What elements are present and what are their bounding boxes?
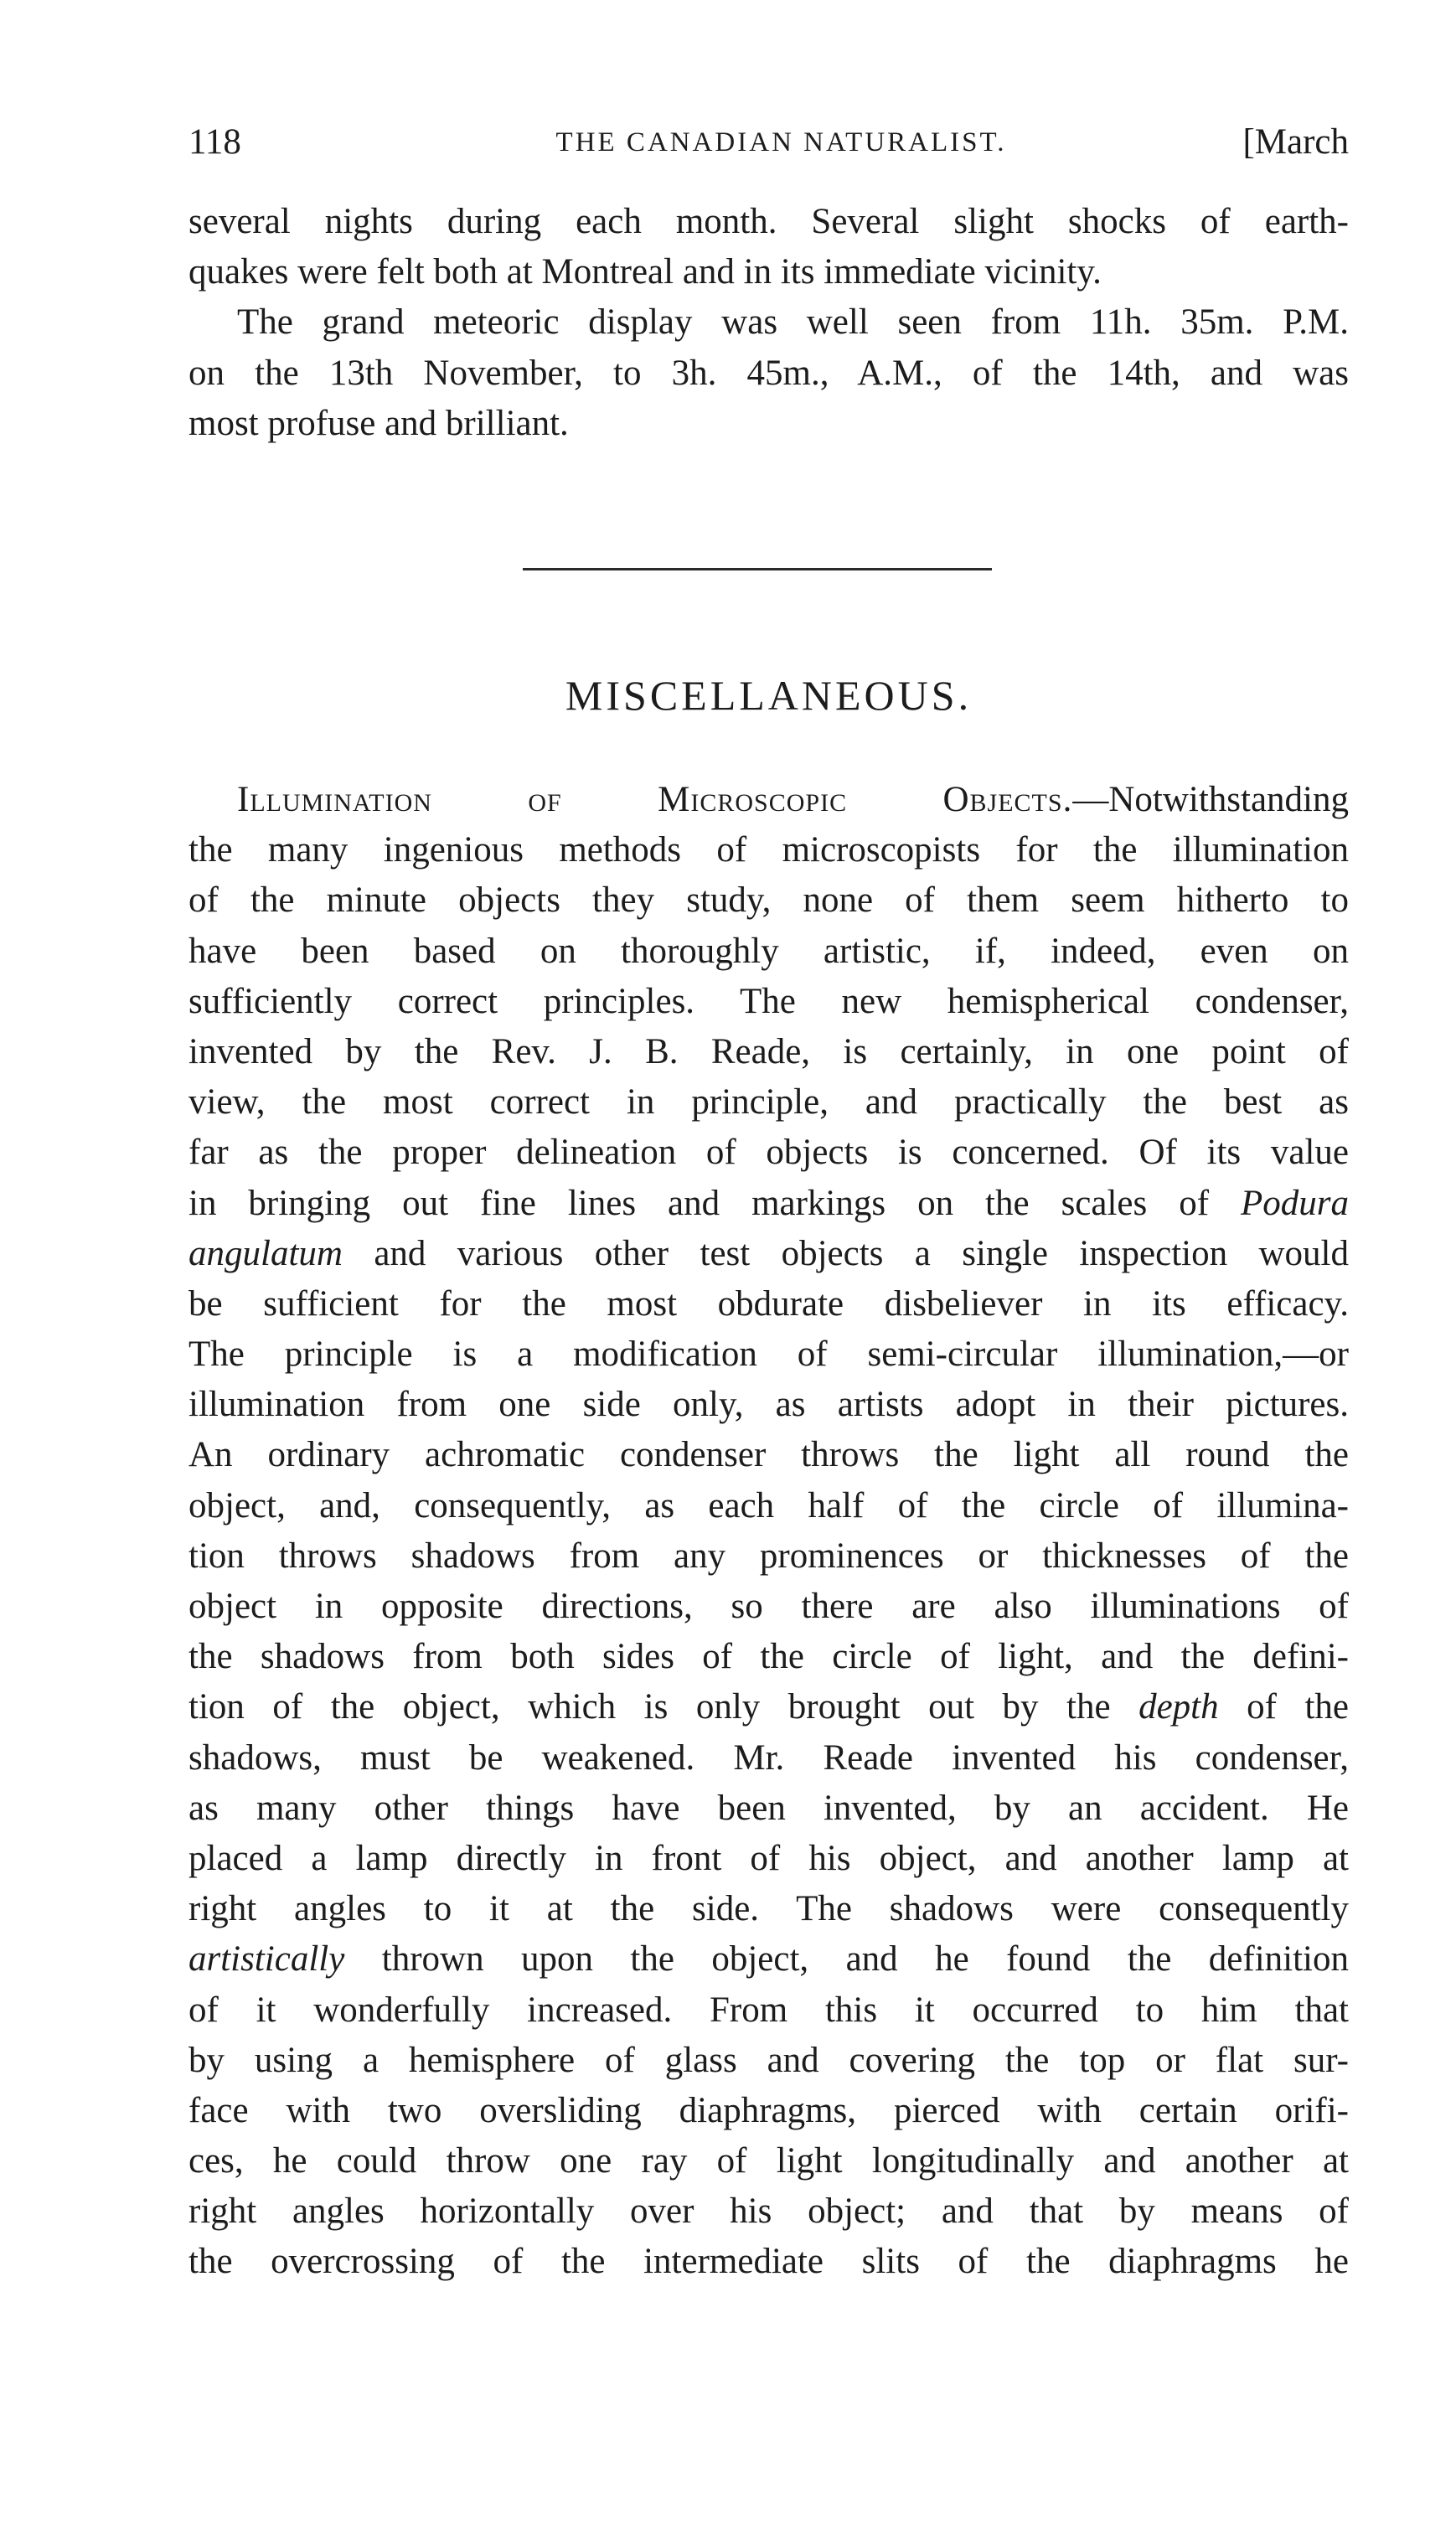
text-line: tion throws shadows from any prominences or thicknesses of the (188, 1536, 1349, 1576)
text-line: The grand meteoric display was well seen from 11h. 35m. P.M. (237, 302, 1349, 343)
text-line (188, 1179, 1349, 1229)
running-head (188, 117, 1349, 168)
text-line: view, the most correct in principle, and practically the best as (188, 1082, 1349, 1123)
text-line: the shadows from both sides of the circle of light, and the defini- (188, 1637, 1349, 1677)
italic-term: Podura (1241, 1183, 1349, 1223)
text-line: invented by the Rev. J. B. Reade, is certainly, in one point of (188, 1031, 1349, 1071)
text-line: sufficiently correct principles. The new hemispherical condenser, (188, 981, 1349, 1021)
italic-term: artistically (188, 1939, 345, 1980)
intro-paragraph (188, 197, 1349, 449)
text-line: An ordinary achromatic condenser throws the light all round the (188, 1435, 1349, 1475)
text-fragment: of the (1218, 1687, 1349, 1727)
run-in-title: Illumination of Microscopic Objects. (237, 780, 1073, 819)
italic-term: depth (1138, 1687, 1219, 1727)
text-fragment: and various other test objects a single inspection would (342, 1233, 1349, 1273)
text-line: object, and, consequently, as each half of the circle of illumina- (188, 1485, 1349, 1525)
text-line: shadows, must be weakened. Mr. Reade invented his condenser, (188, 1737, 1349, 1778)
text-line (188, 1682, 1349, 1732)
text-line: on the 13th November, to 3h. 45m., A.M., of the 14th, and was (188, 353, 1349, 393)
text-line: ces, he could throw one ray of light longitudinally and another at (188, 2141, 1349, 2181)
text-line (188, 1229, 1349, 1279)
text-line (188, 775, 1349, 825)
section-divider-rule (523, 568, 992, 570)
text-fragment: tion of the object, which is only brought out by the (188, 1687, 1139, 1727)
text-line (188, 1934, 1349, 1985)
text-line: placed a lamp directly in front of his object, and another lamp at (188, 1838, 1349, 1878)
text-line: several nights during each month. Several slight shocks of earth- (188, 202, 1349, 241)
text-line: illumination from one side only, as artists adopt in their pictures. (188, 1385, 1349, 1425)
page-number: 118 (188, 122, 241, 162)
italic-term: angulatum (188, 1233, 343, 1273)
text-line: the overcrossing of the intermediate slits of the diaphragms he (188, 2242, 1349, 2282)
text-line: face with two oversliding diaphragms, pierced with certain orifi- (188, 2090, 1349, 2130)
text-fragment: thrown upon the object, and he found the definition (344, 1939, 1349, 1980)
text-line: by using a hemisphere of glass and covering the top or flat sur- (188, 2040, 1349, 2080)
text-line: far as the proper delineation of objects is concerned. Of its value (188, 1133, 1349, 1173)
text-line: of the minute objects they study, none of them seem hitherto to (188, 880, 1349, 921)
text-line: right angles horizontally over his object; and that by means of (188, 2191, 1349, 2232)
section-heading: MISCELLANEOUS. (565, 672, 973, 719)
text-line: as many other things have been invented, by an accident. He (188, 1788, 1349, 1828)
text-line: right angles to it at the side. The shadows were consequently (188, 1889, 1349, 1929)
text-line: be sufficient for the most obdurate disbeliever in its efficacy. (188, 1283, 1349, 1324)
text-line: most profuse and brilliant. (188, 403, 569, 443)
text-line: quakes were felt both at Montreal and in its immediate vicinity. (188, 252, 1102, 292)
text-line: the many ingenious methods of microscopists for the illumination (188, 830, 1349, 870)
issue-month: [March (1242, 122, 1349, 162)
text-fragment: —Notwithstanding (1072, 780, 1349, 819)
text-fragment: in bringing out fine lines and markings on the scales of (188, 1183, 1241, 1223)
text-line: have been based on thoroughly artistic, if, indeed, even on (188, 931, 1349, 971)
text-line: The principle is a modification of semi-circular illumination,—or (188, 1334, 1349, 1375)
article-paragraph (188, 775, 1349, 2288)
text-line: of it wonderfully increased. From this it occurred to him that (188, 1990, 1349, 2030)
text-line: object in opposite directions, so there are also illuminations of (188, 1587, 1349, 1626)
journal-title: THE CANADIAN NATURALIST. (555, 127, 1007, 157)
